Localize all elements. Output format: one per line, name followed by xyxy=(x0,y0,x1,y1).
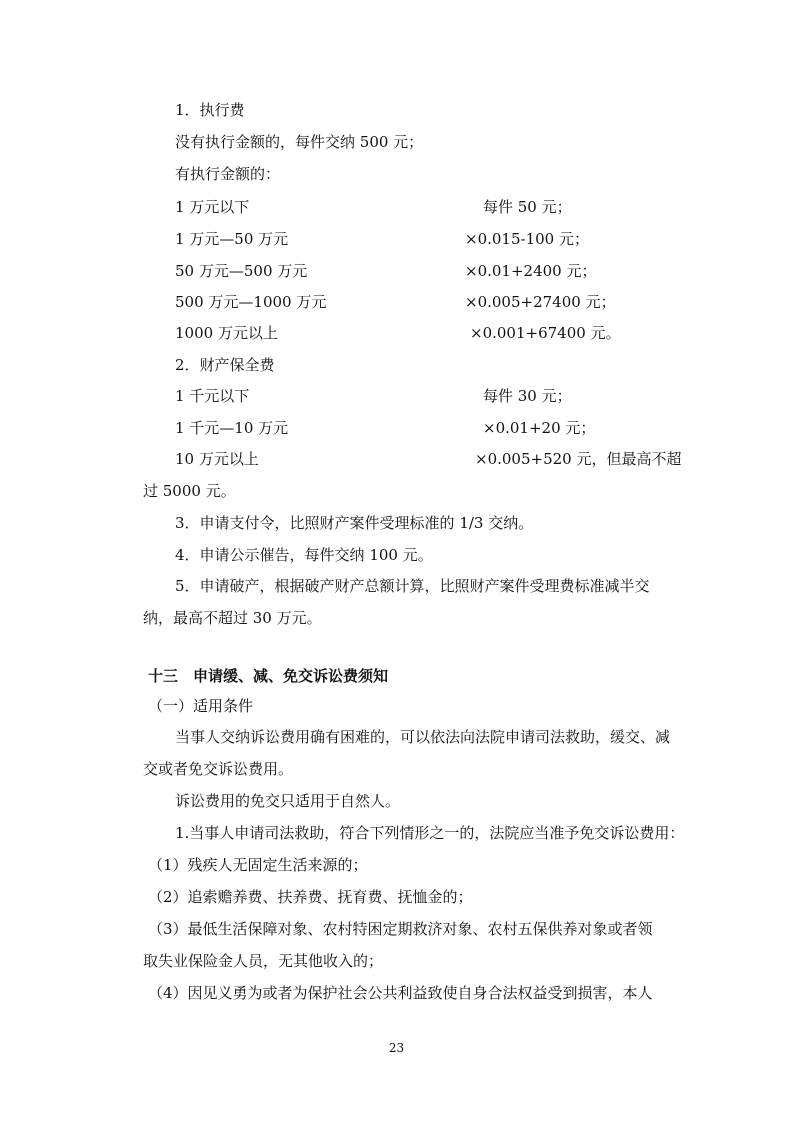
exec-fee-title: 1．执行费 xyxy=(175,101,245,119)
exec-fee-5: ×0.001+67400 元。 xyxy=(470,324,621,342)
case-2: （2）追索赡养费、扶养费、抚育费、抚恤金的； xyxy=(148,888,473,906)
preservation-continuation: 过 5000 元。 xyxy=(143,482,236,500)
exec-fee-no-amount: 没有执行金额的，每件交纳 500 元； xyxy=(175,133,424,151)
preservation-range-2: 1 千元—10 万元 xyxy=(175,419,289,437)
item-4: 4．申请公示催告，每件交纳 100 元。 xyxy=(175,546,433,564)
case-3-line-1: （3）最低生活保障对象、农村特困定期救济对象、农村五保供养对象或者领 xyxy=(148,920,653,938)
exec-fee-3: ×0.01+2400 元； xyxy=(465,262,597,280)
preservation-fee-2: ×0.01+20 元； xyxy=(483,419,596,437)
section-13-para-3: 1.当事人申请司法救助，符合下列情形之一的，法院应当准予免交诉讼费用： xyxy=(175,824,685,842)
exec-range-2: 1 万元—50 万元 xyxy=(175,230,289,248)
section-13-heading: 十三 申请缓、减、免交诉讼费须知 xyxy=(148,667,389,685)
page-number: 23 xyxy=(388,1041,405,1055)
section-13-para-1-line-1: 当事人交纳诉讼费用确有困难的，可以依法向法院申请司法救助，缓交、减 xyxy=(175,728,671,746)
exec-fee-4: ×0.005+27400 元； xyxy=(465,293,616,311)
preservation-range-1: 1 千元以下 xyxy=(175,387,250,405)
exec-range-4: 500 万元—1000 万元 xyxy=(175,293,327,311)
preservation-fee-title: 2．财产保全费 xyxy=(175,356,275,374)
exec-range-1: 1 万元以下 xyxy=(175,198,250,216)
item-5-line-1: 5．申请破产，根据破产财产总额计算，比照财产案件受理费标准减半交 xyxy=(175,577,650,595)
section-13-para-1-line-2: 交或者免交诉讼费用。 xyxy=(143,760,294,778)
preservation-fee-1: 每件 30 元； xyxy=(483,387,572,405)
case-1: （1）残疾人无固定生活来源的； xyxy=(148,856,368,874)
exec-fee-with-amount: 有执行金额的： xyxy=(175,165,281,183)
case-3-line-2: 取失业保险金人员，无其他收入的； xyxy=(143,952,384,970)
item-3: 3．申请支付令，比照财产案件受理标准的 1/3 交纳。 xyxy=(175,514,534,532)
preservation-range-3: 10 万元以上 xyxy=(175,450,259,468)
item-5-line-2: 纳，最高不超过 30 万元。 xyxy=(143,609,322,627)
exec-range-3: 50 万元—500 万元 xyxy=(175,262,308,280)
section-13-para-2: 诉讼费用的免交只适用于自然人。 xyxy=(175,792,401,810)
exec-fee-1: 每件 50 元； xyxy=(483,198,572,216)
case-4-line-1: （4）因见义勇为或者为保护社会公共利益致使自身合法权益受到损害，本人 xyxy=(148,984,653,1002)
preservation-fee-3: ×0.005+520 元，但最高不超 xyxy=(475,450,682,468)
exec-fee-2: ×0.015-100 元； xyxy=(465,230,589,248)
exec-range-5: 1000 万元以上 xyxy=(175,324,278,342)
section-13-sub-1: （一）适用条件 xyxy=(148,697,254,715)
